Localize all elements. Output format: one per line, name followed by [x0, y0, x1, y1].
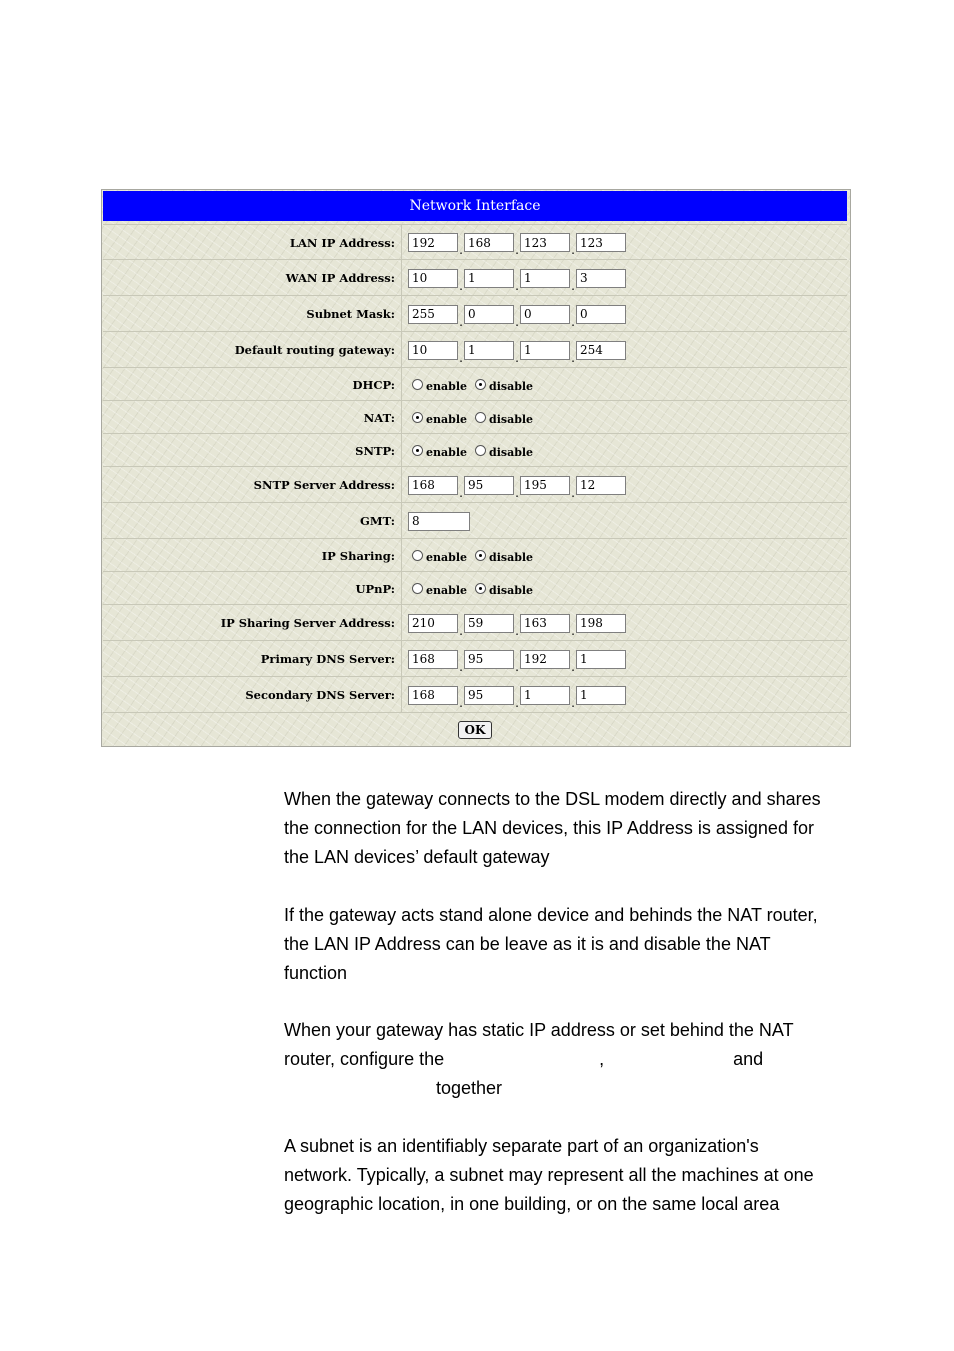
text-fragment: and — [733, 1049, 764, 1069]
subnet-mask-fields — [408, 296, 847, 332]
sntp-label: SNTP: — [103, 434, 402, 467]
ip-sharing-server-fields — [408, 605, 847, 641]
paragraph-lan-ip — [284, 785, 864, 872]
nat-enable-radio[interactable] — [412, 412, 423, 423]
octet-separator: . — [459, 243, 463, 257]
row-primary-dns — [103, 640, 847, 677]
text-line: geographic location, in one building, or on the same local area — [284, 1194, 780, 1214]
primary-dns-fields — [408, 641, 847, 677]
default-gateway-octet-2[interactable] — [464, 341, 514, 360]
network-interface-panel — [101, 189, 851, 747]
octet-separator: . — [459, 486, 463, 500]
octet-separator: . — [571, 660, 575, 674]
sntp-disable-radio[interactable] — [475, 445, 486, 456]
octet-separator: . — [459, 351, 463, 365]
sntp-server-octet-3[interactable] — [520, 476, 570, 495]
lan-ip-octet-2[interactable] — [464, 233, 514, 252]
secondary-dns-octet-3[interactable] — [520, 686, 570, 705]
ip-sharing-server-octet-1[interactable] — [408, 614, 458, 633]
panel-title: Network Interface — [103, 191, 847, 221]
dhcp-disable-radio[interactable] — [475, 379, 486, 390]
upnp-options — [408, 572, 847, 605]
octet-separator: . — [515, 660, 519, 674]
lan-ip-octet-3[interactable] — [520, 233, 570, 252]
octet-separator: . — [459, 279, 463, 293]
ip-sharing-disable-label: disable — [489, 550, 534, 564]
upnp-enable-radio[interactable] — [412, 583, 423, 594]
sntp-server-octet-4[interactable] — [576, 476, 626, 495]
submit-wrap — [103, 713, 847, 746]
row-ip-sharing — [103, 538, 847, 572]
gmt-field-wrap — [408, 503, 847, 539]
octet-separator: . — [459, 660, 463, 674]
octet-separator: . — [515, 624, 519, 638]
secondary-dns-octet-4[interactable] — [576, 686, 626, 705]
subnet-mask-octet-3[interactable] — [520, 305, 570, 324]
paragraph-nat — [284, 901, 864, 988]
text-fragment: router, configure the — [284, 1049, 445, 1069]
secondary-dns-fields — [408, 677, 847, 713]
octet-separator: . — [459, 315, 463, 329]
row-nat — [103, 400, 847, 434]
ip-sharing-label: IP Sharing: — [103, 539, 402, 572]
row-gmt — [103, 502, 847, 539]
text-line — [284, 1074, 864, 1103]
text-line: When your gateway has static IP address or set behind the NAT — [284, 1020, 794, 1040]
text-line: function — [284, 963, 348, 983]
default-gateway-octet-3[interactable] — [520, 341, 570, 360]
ip-sharing-server-octet-4[interactable] — [576, 614, 626, 633]
subnet-mask-label: Subnet Mask: — [103, 296, 402, 332]
row-default-gateway — [103, 331, 847, 368]
text-line: When the gateway connects to the DSL modem directly and shares — [284, 789, 821, 809]
octet-separator: . — [571, 351, 575, 365]
text-line: the connection for the LAN devices, this IP Address is assigned for — [284, 818, 814, 838]
text-line: the LAN IP Address can be leave as it is and disable the NAT — [284, 934, 771, 954]
default-gateway-octet-1[interactable] — [408, 341, 458, 360]
default-gateway-octet-4[interactable] — [576, 341, 626, 360]
sntp-server-fields — [408, 467, 847, 503]
nat-enable-label: enable — [426, 412, 467, 426]
row-subnet-mask — [103, 295, 847, 332]
upnp-enable-label: enable — [426, 583, 467, 597]
octet-separator: . — [515, 315, 519, 329]
gmt-label: GMT: — [103, 503, 402, 539]
subnet-mask-octet-4[interactable] — [576, 305, 626, 324]
octet-separator: . — [571, 279, 575, 293]
octet-separator: . — [459, 696, 463, 710]
nat-disable-radio[interactable] — [475, 412, 486, 423]
lan-ip-fields — [408, 225, 847, 260]
ip-sharing-server-octet-2[interactable] — [464, 614, 514, 633]
octet-separator: . — [515, 696, 519, 710]
sntp-options — [408, 434, 847, 467]
dhcp-enable-label: enable — [426, 379, 467, 393]
sntp-enable-radio[interactable] — [412, 445, 423, 456]
upnp-label: UPnP: — [103, 572, 402, 605]
wan-ip-octet-4[interactable] — [576, 269, 626, 288]
ip-sharing-server-octet-3[interactable] — [520, 614, 570, 633]
octet-separator: . — [515, 351, 519, 365]
nat-label: NAT: — [103, 401, 402, 434]
row-secondary-dns — [103, 676, 847, 713]
octet-separator: . — [459, 624, 463, 638]
default-gateway-fields — [408, 332, 847, 368]
sntp-server-octet-1[interactable] — [408, 476, 458, 495]
text-line-split — [284, 1045, 864, 1074]
text-line: the LAN devices’ default gateway — [284, 847, 550, 867]
ip-sharing-options — [408, 539, 847, 572]
ip-sharing-enable-label: enable — [426, 550, 467, 564]
row-lan-ip — [103, 224, 847, 260]
text-line: If the gateway acts stand alone device and behinds the NAT router, — [284, 905, 818, 925]
dhcp-enable-radio[interactable] — [412, 379, 423, 390]
lan-ip-octet-1[interactable] — [408, 233, 458, 252]
sntp-server-label: SNTP Server Address: — [103, 467, 402, 503]
text-line: A subnet is an identifiably separate part of an organization's — [284, 1136, 759, 1156]
subnet-mask-octet-1[interactable] — [408, 305, 458, 324]
subnet-mask-octet-2[interactable] — [464, 305, 514, 324]
wan-ip-octet-1[interactable] — [408, 269, 458, 288]
lan-ip-label: LAN IP Address: — [103, 225, 402, 260]
ok-button[interactable]: OK — [458, 721, 493, 739]
upnp-disable-label: disable — [489, 583, 534, 597]
secondary-dns-label: Secondary DNS Server: — [103, 677, 402, 713]
ip-sharing-enable-radio[interactable] — [412, 550, 423, 561]
octet-separator: . — [515, 486, 519, 500]
row-submit — [103, 712, 847, 746]
secondary-dns-octet-2[interactable] — [464, 686, 514, 705]
row-sntp-server — [103, 466, 847, 503]
default-gateway-label: Default routing gateway: — [103, 332, 402, 368]
sntp-disable-label: disable — [489, 445, 534, 459]
wan-ip-label: WAN IP Address: — [103, 260, 402, 296]
primary-dns-octet-3[interactable] — [520, 650, 570, 669]
text-fragment: , — [599, 1049, 605, 1069]
wan-ip-fields — [408, 260, 847, 296]
primary-dns-octet-4[interactable] — [576, 650, 626, 669]
dhcp-disable-label: disable — [489, 379, 534, 393]
sntp-server-octet-2[interactable] — [464, 476, 514, 495]
sntp-enable-label: enable — [426, 445, 467, 459]
paragraph-static-ip — [284, 1016, 864, 1103]
ip-sharing-server-label: IP Sharing Server Address: — [103, 605, 402, 641]
primary-dns-label: Primary DNS Server: — [103, 641, 402, 677]
octet-separator: . — [515, 279, 519, 293]
primary-dns-octet-1[interactable] — [408, 650, 458, 669]
octet-separator: . — [571, 315, 575, 329]
text-fragment: together — [436, 1078, 503, 1098]
text-line: network. Typically, a subnet may represent all the machines at one — [284, 1165, 814, 1185]
octet-separator: . — [571, 696, 575, 710]
row-sntp — [103, 433, 847, 467]
paragraph-subnet — [284, 1132, 864, 1219]
row-upnp — [103, 571, 847, 605]
row-wan-ip — [103, 259, 847, 296]
dhcp-options — [408, 368, 847, 401]
dhcp-label: DHCP: — [103, 368, 402, 401]
secondary-dns-octet-1[interactable] — [408, 686, 458, 705]
upnp-disable-radio[interactable] — [475, 583, 486, 594]
row-ip-sharing-server — [103, 604, 847, 641]
wan-ip-octet-2[interactable] — [464, 269, 514, 288]
octet-separator: . — [571, 486, 575, 500]
wan-ip-octet-3[interactable] — [520, 269, 570, 288]
primary-dns-octet-2[interactable] — [464, 650, 514, 669]
octet-separator: . — [515, 243, 519, 257]
nat-options — [408, 401, 847, 434]
ip-sharing-disable-radio[interactable] — [475, 550, 486, 561]
row-dhcp — [103, 367, 847, 401]
lan-ip-octet-4[interactable] — [576, 233, 626, 252]
octet-separator: . — [571, 243, 575, 257]
nat-disable-label: disable — [489, 412, 534, 426]
octet-separator: . — [571, 624, 575, 638]
gmt-input[interactable] — [408, 512, 470, 531]
